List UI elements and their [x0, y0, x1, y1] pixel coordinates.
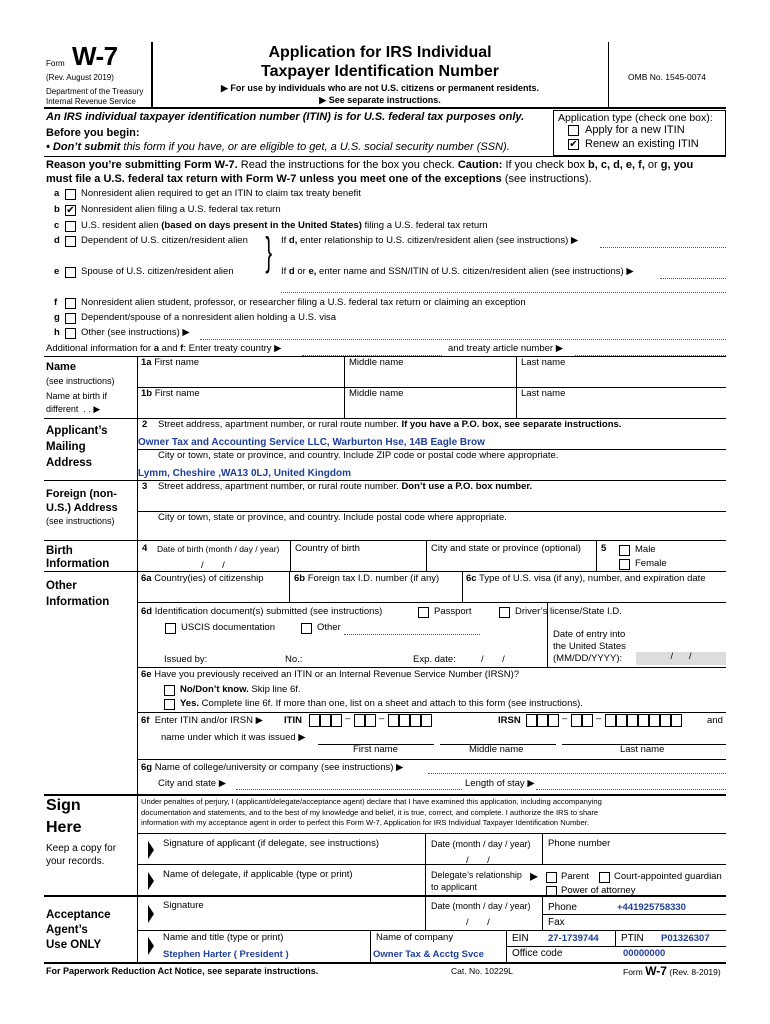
reason-requirement: must file a U.S. federal tax return with Form W-7 unless you meet one of the exceptions (see instructions).: [46, 173, 592, 185]
mailing-city-label: City or town, state or province, and country. Include ZIP code or postal code where appropriate.: [158, 450, 559, 461]
passport-checkbox[interactable]: [418, 607, 429, 618]
foreign-label-2: U.S.) Address: [46, 502, 118, 514]
birth-label-2: Information: [46, 558, 110, 570]
parent-label: Parent: [561, 871, 589, 882]
reason-heading: Reason you’re submitting Form W-7. Read the instructions for the box you check. Caution: If you check box b, c, d, e, f, or g, you: [46, 159, 694, 171]
form-subtitle-2: ▶ See separate instructions.: [319, 95, 441, 105]
itin-label: ITIN: [284, 715, 302, 726]
form-label: Form: [46, 59, 65, 68]
agent-company-label: Name of company: [376, 932, 454, 943]
guardian-label: Court-appointed guardian: [614, 871, 722, 882]
mailing-city-input[interactable]: Lymm, Cheshire ,WA13 0LJ, United Kingdom: [138, 468, 351, 479]
keep-copy-1: Keep a copy for: [46, 843, 117, 854]
entry-date-label-1: Date of entry into: [553, 629, 626, 640]
spouse-line-2: [281, 292, 726, 293]
parent-checkbox[interactable]: [546, 872, 557, 883]
name-middle-label: Middle name: [349, 357, 404, 368]
agent-phone-label: Phone: [548, 902, 577, 913]
here-label: Here: [46, 819, 82, 836]
reason-g-label: Dependent/spouse of a nonresident alien holding a U.S. visa: [81, 312, 337, 323]
agent-date-input[interactable]: / /: [466, 917, 490, 928]
other-label-1: Other: [46, 580, 77, 592]
ein-input[interactable]: 27-1739744: [548, 933, 599, 944]
entry-date-label-3: (MM/DD/YYYY):: [553, 653, 623, 664]
agent-company-input[interactable]: Owner Tax & Acctg Svce: [373, 949, 484, 960]
no-dont-know-label: No/Don’t know. Skip line 6f.: [180, 684, 301, 695]
agent-phone-input[interactable]: +441925758330: [617, 902, 686, 913]
entry-date-label-2: the United States: [553, 641, 626, 652]
guardian-checkbox[interactable]: [599, 872, 610, 883]
keep-copy-2: your records.: [46, 856, 105, 867]
drivers-license-label: Driver’s license/State I.D.: [515, 606, 622, 617]
line-6d: 6d Identification document(s) submitted (see instructions): [141, 606, 383, 617]
reason-d-label: Dependent of U.S. citizen/resident alien: [81, 235, 248, 246]
name-section-label: Name: [46, 361, 76, 373]
office-code-label: Office code: [512, 948, 563, 959]
line-6c: 6c Type of U.S. visa (if any), number, and expiration date: [466, 573, 706, 584]
mailing-street-label: Street address, apartment number, or rural route number. If you have a P.O. box, see separate instructions.: [158, 419, 622, 430]
issued-first-label: First name: [353, 744, 398, 755]
exp-date-label: Exp. date:: [413, 654, 456, 665]
additional-info: Additional information for a and f: Enter treaty country ▶: [46, 343, 282, 354]
reason-letter-d: d: [54, 235, 60, 246]
male-checkbox[interactable]: [619, 545, 630, 556]
reason-d-checkbox[interactable]: [65, 236, 76, 247]
male-label: Male: [635, 544, 656, 555]
ein-label: EIN: [512, 933, 529, 944]
birth-middle-label: Middle name: [349, 388, 404, 399]
passport-label: Passport: [434, 606, 472, 617]
reason-e-checkbox[interactable]: [65, 267, 76, 278]
line-1a: 1a First name: [141, 357, 200, 368]
agent-name-title-label: Name and title (type or print): [163, 932, 284, 943]
drivers-license-checkbox[interactable]: [499, 607, 510, 618]
foreign-street-label: Street address, apartment number, or rural route number. Don’t use a P.O. box number.: [158, 481, 533, 492]
foreign-city-label: City or town, state or province, and country. Include postal code where appropriate.: [158, 512, 507, 523]
college-input[interactable]: [428, 773, 726, 774]
reason-letter-h: h: [54, 327, 60, 338]
no-dont-know-checkbox[interactable]: [164, 685, 175, 696]
sign-label: Sign: [46, 797, 81, 814]
other-doc-input[interactable]: [344, 634, 480, 635]
office-code-input[interactable]: 00000000: [623, 948, 666, 959]
female-checkbox[interactable]: [619, 559, 630, 570]
line-6b: 6b Foreign tax I.D. number (if any): [294, 573, 440, 584]
itin-and-label: and: [707, 715, 723, 726]
mailing-label-1: Applicant’s: [46, 425, 108, 437]
form-subtitle-1: ▶ For use by individuals who are not U.S. citizens or permanent residents.: [221, 83, 539, 93]
line-6f: 6f Enter ITIN and/or IRSN ▶: [141, 715, 263, 726]
reason-b-checkbox[interactable]: ✔: [66, 205, 75, 216]
form-number: W-7: [72, 41, 118, 71]
name-last-label: Last name: [521, 357, 566, 368]
line-6e: 6e Have you previously received an ITIN or an Internal Revenue Service Number (IRSN)?: [141, 669, 520, 680]
line-2: 2: [142, 419, 148, 430]
form-title-2: Taxpayer Identification Number: [261, 63, 499, 80]
line-1b: 1b First name: [141, 388, 200, 399]
reason-h-label: Other (see instructions) ▶: [81, 327, 190, 338]
agent-date-label: Date (month / day / year): [431, 901, 531, 911]
apply-new-itin-label: Apply for a new ITIN: [585, 124, 685, 136]
footer-form: Form W-7 (Rev. 8-2019): [623, 964, 721, 978]
birth-city-label: City and state or province (optional): [431, 543, 581, 554]
treaty-article-label: and treaty article number ▶: [448, 343, 564, 354]
delegate-arrow-icon: [148, 872, 154, 890]
foreign-label-1: Foreign (non-: [46, 488, 117, 500]
issued-by-label: Issued by:: [164, 654, 208, 665]
length-of-stay-label: Length of stay ▶: [465, 778, 535, 789]
relationship-input[interactable]: [600, 247, 726, 248]
reason-b-label: Nonresident alien filing a U.S. federal tax return: [81, 204, 281, 215]
reason-letter-b: b: [54, 204, 60, 215]
line-5: 5: [601, 543, 607, 554]
reason-f-label: Nonresident alien student, professor, or researcher filing a U.S. federal tax return or claiming an exception: [81, 297, 526, 308]
reason-h-checkbox[interactable]: [65, 328, 76, 339]
entry-date-input[interactable]: / /: [636, 652, 726, 665]
reason-letter-e: e: [54, 266, 60, 277]
department: Department of the Treasury: [46, 87, 144, 96]
applicant-date-label: Date (month / day / year): [431, 839, 531, 849]
reason-letter-g: g: [54, 312, 60, 323]
reason-f-checkbox[interactable]: [65, 298, 76, 309]
reason-letter-a: a: [54, 188, 60, 199]
relationship-label-2: to applicant: [431, 882, 478, 892]
penalties-text: Under penalties of perjury, I (applicant/delegate/acceptance agent) declare that I have examined this application, including accompanying documentation and statements, and to the best of my knowledge and belief, it is true, correct, and complete. I authorize the IRS to share information with my acceptance agent in order to perfect this Form W-7, Application for IRS Individual Taxpayer Identification Number.: [141, 797, 602, 827]
issued-last-label: Last name: [620, 744, 665, 755]
relationship-label-1: Delegate’s relationship: [431, 870, 522, 880]
reason-c-label: U.S. resident alien (based on days present in the United States) filing a U.S. federal tax return: [81, 220, 488, 231]
reason-letter-f: f: [54, 297, 58, 308]
reason-d-note: If d, enter relationship to U.S. citizen/resident alien (see instructions) ▶: [281, 235, 579, 246]
foreign-see: (see instructions): [46, 516, 115, 526]
phone-number-label: Phone number: [548, 838, 611, 849]
line-6a: 6a Country(ies) of citizenship: [141, 573, 264, 584]
agent-sign-arrow-icon: [148, 905, 154, 923]
birth-label-1: Birth: [46, 545, 73, 557]
female-label: Female: [635, 558, 667, 569]
relationship-arrow-icon: ▸: [530, 868, 539, 885]
agent-label-3: Use ONLY: [46, 939, 102, 951]
apply-new-itin-checkbox[interactable]: [568, 125, 579, 136]
exp-date-input[interactable]: / /: [481, 654, 505, 665]
revision: (Rev. August 2019): [46, 73, 114, 82]
agent-label-1: Acceptance: [46, 909, 111, 921]
application-type-title: Application type (check one box):: [558, 112, 713, 124]
applicant-signature-label: Signature of applicant (if delegate, see instructions): [163, 838, 379, 849]
paperwork-notice: For Paperwork Reduction Act Notice, see separate instructions.: [46, 966, 319, 976]
mailing-label-3: Address: [46, 457, 93, 469]
reason-letter-c: c: [54, 220, 60, 231]
reason-c-checkbox[interactable]: [65, 221, 76, 232]
ptin-label: PTIN: [621, 933, 644, 944]
ptin-input[interactable]: P01326307: [661, 933, 710, 944]
applicant-date-input[interactable]: / /: [466, 855, 490, 866]
applicant-signature-input[interactable]: [158, 848, 424, 868]
agent-label-2: Agent’s: [46, 924, 88, 936]
name-different-label: different . . ▶: [46, 404, 101, 414]
renew-itin-checkbox[interactable]: ✔: [569, 139, 578, 150]
irsn-label: IRSN: [498, 715, 521, 726]
delegate-name-label: Name of delegate, if applicable (type or print): [163, 869, 353, 880]
birth-country-label: Country of birth: [295, 543, 360, 554]
dob-input[interactable]: / /: [201, 560, 225, 571]
agent-name-arrow-icon: [148, 937, 154, 955]
birth-last-label: Last name: [521, 388, 566, 399]
line-4: 4: [142, 543, 148, 554]
agent-fax-label: Fax: [548, 917, 565, 928]
sign-arrow-icon: [148, 841, 154, 859]
other-doc-checkbox[interactable]: [301, 623, 312, 634]
poa-label: Power of attorney: [561, 885, 636, 896]
renew-itin-label: Renew an existing ITIN: [585, 138, 699, 150]
uscis-label: USCIS documentation: [181, 622, 275, 633]
dont-submit-note: • Don’t submit this form if you have, or are eligible to get, a U.S. social security number (SSN).: [46, 141, 510, 153]
issued-middle-label: Middle name: [469, 744, 524, 755]
other-reason-input[interactable]: [200, 339, 726, 340]
name-at-birth-label: Name at birth if: [46, 391, 108, 401]
omb-number: OMB No. 1545-0074: [628, 72, 706, 82]
reason-e-label: Spouse of U.S. citizen/resident alien: [81, 266, 234, 277]
agent-signature-label: Signature: [163, 900, 204, 911]
spouse-name-ssn-input[interactable]: [660, 278, 726, 279]
city-state-label: City and state ▶: [158, 778, 227, 789]
name-see-instructions: (see instructions): [46, 376, 115, 386]
length-of-stay-input[interactable]: [536, 789, 726, 790]
dob-label: Date of birth (month / day / year): [157, 544, 280, 554]
irs-agency: Internal Revenue Service: [46, 97, 136, 106]
other-doc-label: Other: [317, 622, 341, 633]
reason-a-label: Nonresident alien required to get an ITIN to claim tax treaty benefit: [81, 188, 361, 199]
form-title-1: Application for IRS Individual: [268, 44, 492, 61]
before-you-begin: Before you begin:: [46, 127, 140, 139]
city-state-input[interactable]: [236, 789, 462, 790]
other-label-2: Information: [46, 596, 110, 608]
uscis-checkbox[interactable]: [165, 623, 176, 634]
yes-checkbox[interactable]: [164, 699, 175, 710]
reason-e-note: If d or e, enter name and SSN/ITIN of U.S. citizen/resident alien (see instructions) ▶: [281, 266, 634, 277]
catalog-number: Cat. No. 10229L: [451, 966, 513, 976]
brace-icon: }: [265, 230, 273, 274]
agent-name-title-input[interactable]: Stephen Harter ( President ): [163, 949, 289, 960]
yes-label: Yes. Complete line 6f. If more than one, list on a sheet and attach to this form (see instructions).: [180, 698, 583, 709]
mailing-street-input[interactable]: Owner Tax and Accounting Service LLC, Warburton Hse, 14B Eagle Brow: [138, 437, 485, 448]
mailing-label-2: Mailing: [46, 441, 86, 453]
itin-purpose: An IRS individual taxpayer identification number (ITIN) is for U.S. federal tax purposes only.: [46, 111, 525, 123]
line-6g: 6g Name of college/university or company (see instructions) ▶: [141, 762, 404, 773]
line-3: 3: [142, 481, 148, 492]
reason-a-checkbox[interactable]: [65, 189, 76, 200]
doc-number-label: No.:: [285, 654, 303, 665]
name-issued-label: name under which it was issued ▶: [161, 732, 306, 743]
reason-g-checkbox[interactable]: [65, 313, 76, 324]
